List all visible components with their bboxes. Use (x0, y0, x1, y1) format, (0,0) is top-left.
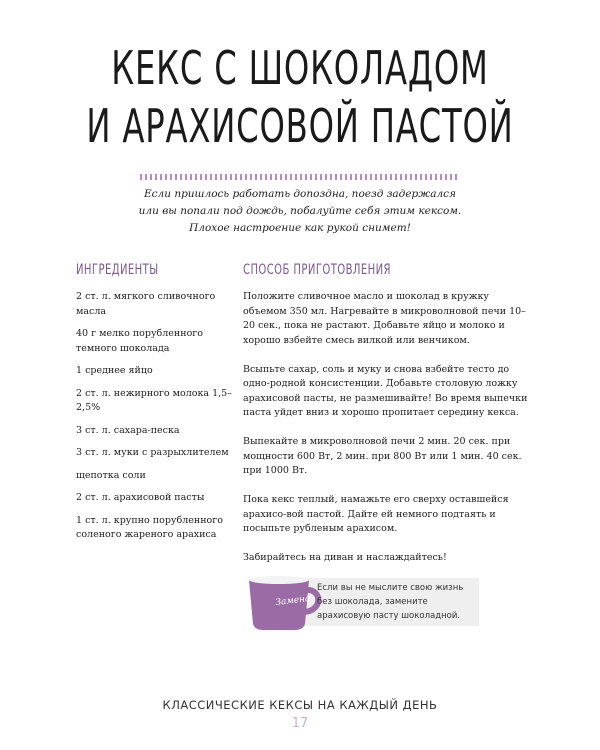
ingredient-item: 2 ст. л. нежирного молока 1,5–2,5% (76, 387, 232, 413)
ingredient-item: щепотка соли (76, 469, 146, 481)
method-paragraph: Положите сливочное масло и шоколад в кружку объемом 350 мл. Нагревайте в микроволновой печи 10–20 сек., пока не растают. Добавьте яйцо и молоко и хорошо взбейте смесь вилкой или венчиком. (243, 291, 526, 346)
title-divider (140, 174, 460, 180)
ingredient-item: 3 ст. л. сахара-песка (76, 424, 180, 436)
method-paragraph: Забирайтесь на диван и наслаждайтесь! (243, 552, 447, 563)
recipe-title-line-2: И АРАХИСОВОЙ ПАСТОЙ (86, 99, 514, 153)
page-number: 17 (291, 716, 309, 731)
method-steps (243, 290, 533, 580)
intro-line: Плохое настроение как рукой снимет! (189, 222, 411, 234)
method-heading: СПОСОБ ПРИГОТОВЛЕНИЯ (243, 262, 391, 278)
method-paragraph: Пока кекс теплый, намажьте его сверху оставшейся арахисо-вой пастой. Дайте ей немного подтаять и посыпьте рубленым арахисом. (243, 494, 509, 534)
ingredient-item: 1 среднее яйцо (76, 365, 153, 376)
recipe-title-line-1: КЕКС С ШОКОЛАДОМ (111, 41, 489, 95)
intro-line: или вы попали под дождь, побалуйте себя этим кексом. (138, 205, 462, 217)
ingredient-item: 2 ст. л. мягкого сливочного масла (76, 291, 216, 317)
substitution-callout (243, 568, 479, 630)
method-paragraph: Всыпьте сахар, соль и муку и снова взбейте тесто до одно-родной консистенции. Добавьте столовую ложку арахисовой пасты, не размешивайте! Во время выпечки паста уйдет вниз и хорошо пропитает середину кекса. (243, 363, 528, 418)
mug-rim (249, 576, 309, 584)
ingredient-item: 3 ст. л. муки с разрыхлителем (76, 447, 229, 458)
intro-line: Если пришлось работать допоздна, поезд задержался (143, 188, 456, 200)
footer-section-title: КЛАССИЧЕСКИЕ КЕКСЫ НА КАЖДЫЙ ДЕНЬ (162, 698, 438, 712)
method-paragraph: Выпекайте в микроволновой печи 2 мин. 20 сек. при мощности 600 Вт, 2 мин. при 800 Вт или 1 мин. 40 сек. при 1000 Вт. (243, 436, 522, 476)
ingredient-item: 40 г мелко порубленного темного шоколада (76, 328, 204, 354)
intro-text (120, 186, 480, 237)
ingredient-item: 2 ст. л. арахисовой пасты (76, 492, 205, 503)
ingredients-heading: ИНГРЕДИЕНТЫ (76, 262, 159, 278)
callout-text: Если вы не мыслите свою жизнь без шоколада, замените арахисовую пасту шоколадной. (317, 583, 464, 621)
ingredient-item: 1 ст. л. крупно порубленного соленого жареного арахиса (76, 514, 223, 540)
callout-label: Замена (274, 593, 312, 609)
ingredients-list (76, 290, 236, 551)
